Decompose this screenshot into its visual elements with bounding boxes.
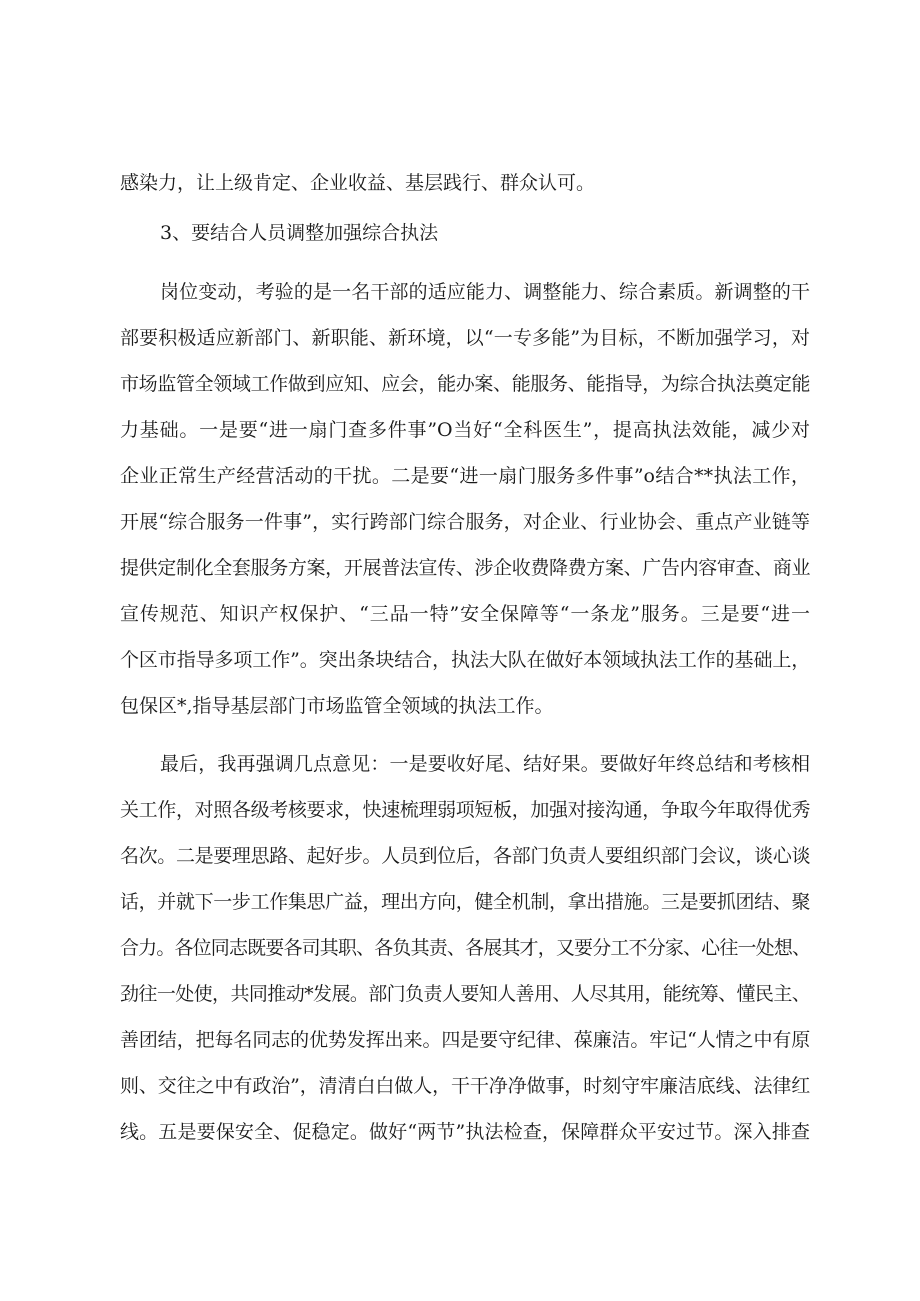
paragraph-line: 企业正常生产经营活动的干扰。二是要“进一扇门服务多件事”o结合**执法工作， xyxy=(120,465,810,487)
paragraph-line: 个区市指导多项工作”。突出条块结合，执法大队在做好本领域执法工作的基础上， xyxy=(120,649,810,671)
paragraph-line: 善团结，把每名同志的优势发挥出来。四是要守纪律、葆廉洁。牢记“人情之中有原 xyxy=(120,1029,810,1051)
paragraph-line: 部要积极适应新部门、新职能、新环境，以“一专多能”为目标，不断加强学习，对 xyxy=(120,327,810,349)
paragraph-line: 话，并就下一步工作集思广益，理出方向，健全机制，拿出措施。三是要抓团结、聚 xyxy=(120,891,810,913)
paragraph-line: 劲往一处使，共同推动*发展。部门负责人要知人善用、人尽其用，能统筹、懂民主、 xyxy=(120,983,810,1005)
paragraph-line: 市场监管全领域工作做到应知、应会，能办案、能服务、能指导，为综合执法奠定能 xyxy=(120,373,810,395)
paragraph-line: 则、交往之中有政治”，清清白白做人，干干净净做事，时刻守牢廉洁底线、法律红 xyxy=(120,1075,810,1097)
paragraph-line: 合力。各位同志既要各司其职、各负其责、各展其才，又要分工不分家、心往一处想、 xyxy=(120,937,810,959)
paragraph-line: 开展“综合服务一件事”，实行跨部门综合服务，对企业、行业协会、重点产业链等 xyxy=(120,511,810,533)
paragraph-line: 关工作，对照各级考核要求，快速梳理弱项短板，加强对接沟通，争取今年取得优秀 xyxy=(120,799,810,821)
intro-line: 感染力，让上级肯定、企业收益、基层践行、群众认可。 xyxy=(120,172,596,194)
section-heading: 3、要结合人员调整加强综合执法 xyxy=(160,222,439,244)
paragraph-line: 力基础。一是要“进一扇门查多件事”O当好“全科医生”，提高执法效能，减少对 xyxy=(120,419,810,441)
paragraph-line: 提供定制化全套服务方案，开展普法宣传、涉企收费降费方案、广告内容审查、商业 xyxy=(120,557,810,579)
paragraph-line: 最后，我再强调几点意见：一是要收好尾、结好果。要做好年终总结和考核相 xyxy=(160,753,810,775)
paragraph-line: 线。五是要保安全、促稳定。做好“两节”执法检查，保障群众平安过节。深入排查 xyxy=(120,1121,810,1143)
paragraph-line: 包保区*,指导基层部门市场监管全领域的执法工作。 xyxy=(120,695,554,717)
paragraph-line: 宣传规范、知识产权保护、“三品一特”安全保障等“一条龙”服务。三是要“进一 xyxy=(120,603,810,625)
paragraph-line: 名次。二是要理思路、起好步。人员到位后，各部门负责人要组织部门会议，谈心谈 xyxy=(120,845,810,867)
paragraph-line: 岗位变动，考验的是一名干部的适应能力、调整能力、综合素质。新调整的干 xyxy=(160,281,810,303)
